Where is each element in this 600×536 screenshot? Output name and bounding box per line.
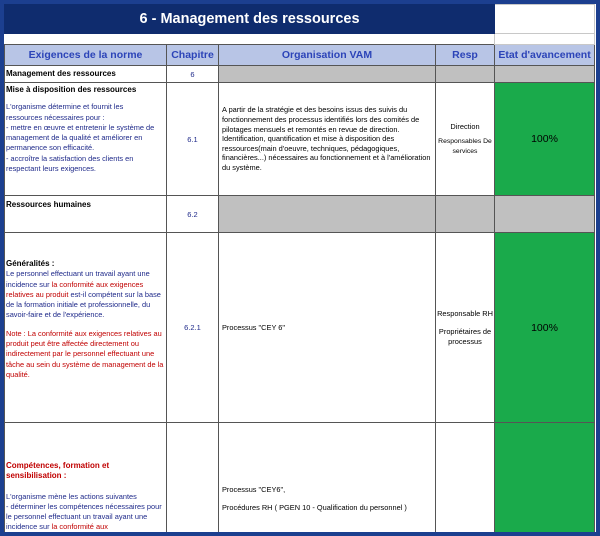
row-ressources-humaines-resp[interactable] — [436, 196, 495, 233]
row-mise-a-disposition-resp[interactable]: Direction Responsables De services — [436, 83, 495, 196]
row-competences-chapitre[interactable] — [167, 423, 219, 533]
row-mise-a-disposition-organisation[interactable]: A partir de la stratégie et des besoins issus des suivis du fonctionnement des processus identifiés lors des comités de pilotages mensuels et remontés en revue de direction. Identification, quantification et mise à disposition des ressources(main d'oeuvre, techniques, pédagogiques, financières...) nécessaires au fonctionnement et à l'amélioration du système. — [219, 83, 436, 196]
row-management-resp[interactable] — [436, 66, 495, 83]
header-etat[interactable]: Etat d'avancement — [495, 45, 595, 66]
row-management-organisation[interactable] — [219, 66, 436, 83]
row-management-etat[interactable] — [495, 66, 595, 83]
row-generalites-etat[interactable]: 100% — [495, 233, 595, 423]
row-competences-etat[interactable] — [495, 423, 595, 533]
sheet-title: 6 - Management des ressources — [5, 5, 495, 34]
header-resp[interactable]: Resp — [436, 45, 495, 66]
header-chapitre[interactable]: Chapitre — [167, 45, 219, 66]
row-management-title[interactable]: Management des ressources — [5, 66, 167, 83]
row-generalites-exigence[interactable]: Généralités : Le personnel effectuant un travail ayant une incidence sur la conformité aux exigences relatives au produit est-il compétent sur la base de la formation initiale et professionnelle, du savoir-faire et de l'expérience. Note : La conformité aux exigences relatives au produit peut être affectée directement ou indirectement par le personnel effectuant une tâche au sein du système de management de la qualité. — [5, 233, 167, 423]
spreadsheet-frame — [4, 4, 596, 532]
row-ressources-humaines-etat[interactable] — [495, 196, 595, 233]
row-competences-organisation[interactable]: Processus "CEY6", Procédures RH ( PGEN 10 - Qualification du personnel ) — [219, 423, 436, 533]
row-generalites-chapitre[interactable]: 6.2.1 — [167, 233, 219, 423]
row-ressources-humaines-chapitre[interactable]: 6.2 — [167, 196, 219, 233]
row-competences-resp[interactable] — [436, 423, 495, 533]
row-mise-a-disposition-exigence[interactable]: Mise à disposition des ressources L'organisme détermine et fournit les ressources nécessaires pour : - mettre en œuvre et entretenir le système de management de la qualité et améliorer en permanence son efficacité. - accroître la satisfaction des clients en respectant leurs exigences. — [5, 83, 167, 196]
row-generalites-resp[interactable]: Responsable RH Propriétaires de processus — [436, 233, 495, 423]
row-ressources-humaines-organisation[interactable] — [219, 196, 436, 233]
header-organisation[interactable]: Organisation VAM — [219, 45, 436, 66]
row-generalites-organisation[interactable]: Processus "CEY 6" — [219, 233, 436, 423]
row-competences-exigence[interactable]: Compétences, formation et sensibilisation : L'organisme mène les actions suivantes - déterminer les compétences nécessaires pour le personnel effectuant un travail ayant une incidence sur la conformité aux — [5, 423, 167, 533]
row-mise-a-disposition-etat[interactable]: 100% — [495, 83, 595, 196]
row-mise-a-disposition-chapitre[interactable]: 6.1 — [167, 83, 219, 196]
row-management-chapitre[interactable]: 6 — [167, 66, 219, 83]
empty-cell[interactable] — [495, 5, 595, 34]
header-exigences[interactable]: Exigences de la norme — [5, 45, 167, 66]
requirements-table — [4, 4, 595, 532]
row-ressources-humaines-title[interactable]: Ressources humaines — [5, 196, 167, 233]
